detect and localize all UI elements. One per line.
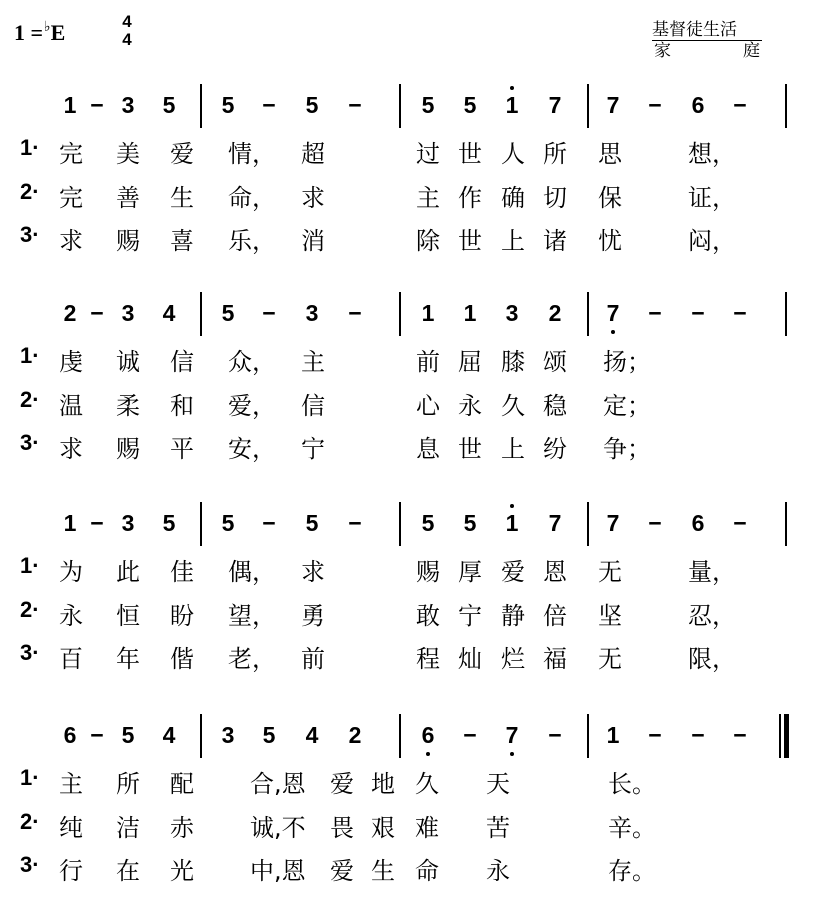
extension-dash: − xyxy=(348,92,362,118)
note: 1 xyxy=(606,722,620,748)
lyric-syllable: 安， xyxy=(228,435,276,463)
lyric-syllable: 中,恩 xyxy=(250,857,306,885)
key-prefix: 1 = xyxy=(14,20,44,45)
extension-dash: − xyxy=(648,300,662,326)
lyric-syllable: 主 xyxy=(301,348,325,376)
barline xyxy=(587,84,589,128)
lyric-syllable: 主 xyxy=(59,770,83,798)
note: 2 xyxy=(548,300,562,326)
lyric-syllable: 爱 xyxy=(501,558,525,586)
lyric-syllable: 保 xyxy=(598,184,622,212)
lyric-syllable: 偶， xyxy=(228,558,276,586)
lyric-syllable: 坚 xyxy=(598,602,622,630)
note: 3 xyxy=(121,510,135,536)
note: 6 xyxy=(63,722,77,748)
note: 5 xyxy=(305,510,319,536)
lyric-syllable: 长。 xyxy=(608,770,656,798)
lyric-syllable: 苦 xyxy=(486,814,510,842)
note: 5 xyxy=(162,92,176,118)
lyric-syllable: 程 xyxy=(416,645,440,673)
barline xyxy=(399,292,401,336)
extension-dash: − xyxy=(648,92,662,118)
lyric-syllable: 恩 xyxy=(543,558,567,586)
barline xyxy=(785,502,787,546)
lyric-syllable: 思 xyxy=(598,140,622,168)
lyric-syllable: 世 xyxy=(458,227,482,255)
lyric-syllable: 盼 xyxy=(170,602,194,630)
verse-number: 2· xyxy=(20,179,40,204)
note: 7 xyxy=(548,92,562,118)
verse-number: 2· xyxy=(20,809,40,834)
barline xyxy=(399,502,401,546)
lyric-syllable: 赐 xyxy=(116,227,140,255)
lyric-syllable: 信 xyxy=(170,348,194,376)
barline xyxy=(785,84,787,128)
note: 5 xyxy=(162,510,176,536)
lyric-syllable: 敢 xyxy=(416,602,440,630)
note: 5 xyxy=(121,722,135,748)
lyric-syllable: 忧 xyxy=(598,227,622,255)
note: 5 xyxy=(221,300,235,326)
extension-dash: − xyxy=(733,510,747,536)
note: 4 xyxy=(162,300,176,326)
credit-line-1: 基督徒生活 xyxy=(652,20,762,41)
extension-dash: − xyxy=(691,722,705,748)
lyric-syllable: 想， xyxy=(688,140,736,168)
lyric-syllable: 上 xyxy=(501,227,525,255)
lyric-syllable: 确 xyxy=(501,184,525,212)
barline xyxy=(200,502,202,546)
lyric-syllable: 屈 xyxy=(458,348,482,376)
extension-dash: − xyxy=(90,300,104,326)
extension-dash: − xyxy=(733,92,747,118)
lyric-syllable: 天 xyxy=(486,770,510,798)
verse-number: 3· xyxy=(20,430,40,455)
note: 1 xyxy=(421,300,435,326)
lyric-syllable: 信 xyxy=(301,392,325,420)
note: 6 xyxy=(691,510,705,536)
lyric-syllable: 息 xyxy=(416,435,440,463)
lyric-syllable: 洁 xyxy=(116,814,140,842)
note: 5 xyxy=(305,92,319,118)
verse-number: 2· xyxy=(20,387,40,412)
lyric-syllable: 消 xyxy=(301,227,325,255)
barline xyxy=(587,714,589,758)
extension-dash: − xyxy=(691,300,705,326)
lyric-syllable: 世 xyxy=(458,140,482,168)
lyric-syllable: 诸 xyxy=(543,227,567,255)
final-barline-thin xyxy=(779,714,781,758)
lyric-syllable: 为 xyxy=(59,558,83,586)
lyric-syllable: 行 xyxy=(59,857,83,885)
lyric-syllable: 赐 xyxy=(416,558,440,586)
source-credit xyxy=(652,20,762,61)
lyric-syllable: 虔 xyxy=(59,348,83,376)
extension-dash: − xyxy=(262,300,276,326)
lyric-syllable: 纷 xyxy=(543,435,567,463)
barline xyxy=(587,292,589,336)
extension-dash: − xyxy=(262,92,276,118)
lyric-syllable: 诚,不 xyxy=(250,814,306,842)
note: 4 xyxy=(305,722,319,748)
lyric-syllable: 偕 xyxy=(170,645,194,673)
lyric-syllable: 百 xyxy=(59,645,83,673)
note: 4 xyxy=(162,722,176,748)
lyric-syllable: 完 xyxy=(59,184,83,212)
note: 5 xyxy=(221,92,235,118)
lyric-syllable: 难 xyxy=(415,814,439,842)
lyric-syllable: 美 xyxy=(116,140,140,168)
note: 1 xyxy=(463,300,477,326)
lyric-syllable: 久 xyxy=(501,392,525,420)
note: 5 xyxy=(262,722,276,748)
credit-line-2-a: 家 xyxy=(654,41,671,61)
lyric-syllable: 喜 xyxy=(170,227,194,255)
lyric-syllable: 膝 xyxy=(501,348,525,376)
lyric-syllable: 作 xyxy=(458,184,482,212)
lyric-syllable: 前 xyxy=(301,645,325,673)
lyric-syllable: 稳 xyxy=(543,392,567,420)
note: 5 xyxy=(463,510,477,536)
note: 1 xyxy=(505,92,519,118)
lyric-syllable: 爱， xyxy=(228,392,276,420)
lyric-syllable: 扬； xyxy=(603,348,651,376)
barline xyxy=(399,714,401,758)
barline xyxy=(587,502,589,546)
lyric-syllable: 争； xyxy=(603,435,651,463)
verse-number: 1· xyxy=(20,765,40,790)
flat-sign: ♭ xyxy=(44,20,51,35)
lyric-syllable: 久 xyxy=(415,770,439,798)
lyric-syllable: 限， xyxy=(688,645,736,673)
note: 3 xyxy=(121,92,135,118)
lyric-syllable: 赐 xyxy=(116,435,140,463)
verse-number: 1· xyxy=(20,553,40,578)
lyric-syllable: 主 xyxy=(416,184,440,212)
verse-number: 3· xyxy=(20,852,40,877)
note: 3 xyxy=(221,722,235,748)
lyric-syllable: 切 xyxy=(543,184,567,212)
lyric-syllable: 勇 xyxy=(301,602,325,630)
note: 5 xyxy=(421,92,435,118)
lyric-syllable: 宁 xyxy=(301,435,325,463)
key-letter: E xyxy=(50,20,66,45)
lyric-syllable: 畏 xyxy=(330,814,354,842)
lyric-syllable: 上 xyxy=(501,435,525,463)
lyric-syllable: 乐， xyxy=(228,227,276,255)
lyric-syllable: 恒 xyxy=(116,602,140,630)
lyric-syllable: 超 xyxy=(301,140,325,168)
lyric-syllable: 量， xyxy=(688,558,736,586)
lyric-syllable: 在 xyxy=(116,857,140,885)
barline xyxy=(200,84,202,128)
time-bottom: 4 xyxy=(122,30,132,49)
lyric-syllable: 心 xyxy=(416,392,440,420)
lyric-syllable: 所 xyxy=(543,140,567,168)
lyric-syllable: 静 xyxy=(501,602,525,630)
lyric-syllable: 望， xyxy=(228,602,276,630)
lyric-syllable: 纯 xyxy=(59,814,83,842)
note: 7 xyxy=(606,92,620,118)
lyric-syllable: 合,恩 xyxy=(250,770,306,798)
lyric-syllable: 情， xyxy=(228,140,276,168)
lyric-syllable: 柔 xyxy=(116,392,140,420)
lyric-syllable: 永 xyxy=(59,602,83,630)
lyric-syllable: 艰 xyxy=(371,814,395,842)
extension-dash: − xyxy=(90,722,104,748)
verse-number: 1· xyxy=(20,135,40,160)
lyric-syllable: 命， xyxy=(228,184,276,212)
verse-number: 2· xyxy=(20,597,40,622)
lyric-syllable: 辛。 xyxy=(608,814,656,842)
credit-line-2 xyxy=(652,41,762,61)
note: 2 xyxy=(348,722,362,748)
verse-number: 1· xyxy=(20,343,40,368)
lyric-syllable: 求 xyxy=(59,227,83,255)
lyric-syllable: 求 xyxy=(59,435,83,463)
lyric-syllable: 忍， xyxy=(688,602,736,630)
lyric-syllable: 倍 xyxy=(543,602,567,630)
lyric-syllable: 宁 xyxy=(458,602,482,630)
lyric-syllable: 完 xyxy=(59,140,83,168)
note: 2 xyxy=(63,300,77,326)
lyric-syllable: 平 xyxy=(170,435,194,463)
lyric-syllable: 前 xyxy=(416,348,440,376)
extension-dash: − xyxy=(348,300,362,326)
lyric-syllable: 除 xyxy=(416,227,440,255)
note: 5 xyxy=(463,92,477,118)
lyric-syllable: 生 xyxy=(371,857,395,885)
lyric-syllable: 温 xyxy=(59,392,83,420)
extension-dash: − xyxy=(348,510,362,536)
high-octave-dot xyxy=(510,86,514,90)
lyric-syllable: 众， xyxy=(228,348,276,376)
lyric-syllable: 光 xyxy=(170,857,194,885)
extension-dash: − xyxy=(733,722,747,748)
note: 7 xyxy=(606,510,620,536)
lyric-syllable: 烂 xyxy=(501,645,525,673)
extension-dash: − xyxy=(648,722,662,748)
final-barline-thick xyxy=(784,714,789,758)
lyric-syllable: 此 xyxy=(116,558,140,586)
note: 3 xyxy=(305,300,319,326)
note: 3 xyxy=(505,300,519,326)
low-octave-dot xyxy=(611,330,615,334)
lyric-syllable: 和 xyxy=(170,392,194,420)
lyric-syllable: 求 xyxy=(301,558,325,586)
lyric-syllable: 证， xyxy=(688,184,736,212)
lyric-syllable: 地 xyxy=(371,770,395,798)
lyric-syllable: 世 xyxy=(458,435,482,463)
lyric-syllable: 无 xyxy=(598,645,622,673)
verse-number: 3· xyxy=(20,640,40,665)
lyric-syllable: 无 xyxy=(598,558,622,586)
lyric-syllable: 求 xyxy=(301,184,325,212)
extension-dash: − xyxy=(90,510,104,536)
lyric-syllable: 定； xyxy=(603,392,651,420)
extension-dash: − xyxy=(463,722,477,748)
lyric-syllable: 永 xyxy=(458,392,482,420)
extension-dash: − xyxy=(648,510,662,536)
lyric-syllable: 存。 xyxy=(608,857,656,885)
barline xyxy=(399,84,401,128)
note: 5 xyxy=(221,510,235,536)
lyric-syllable: 灿 xyxy=(458,645,482,673)
note: 7 xyxy=(505,722,519,748)
lyric-syllable: 爱 xyxy=(330,857,354,885)
lyric-syllable: 诚 xyxy=(116,348,140,376)
time-top: 4 xyxy=(122,12,132,31)
lyric-syllable: 年 xyxy=(116,645,140,673)
lyric-syllable: 配 xyxy=(170,770,194,798)
note: 7 xyxy=(548,510,562,536)
lyric-syllable: 赤 xyxy=(170,814,194,842)
note: 6 xyxy=(421,722,435,748)
lyric-syllable: 永 xyxy=(486,857,510,885)
high-octave-dot xyxy=(510,504,514,508)
credit-line-2-b: 庭 xyxy=(743,41,760,61)
note: 1 xyxy=(505,510,519,536)
note: 7 xyxy=(606,300,620,326)
lyric-syllable: 命 xyxy=(415,857,439,885)
extension-dash: − xyxy=(733,300,747,326)
lyric-syllable: 佳 xyxy=(170,558,194,586)
lyric-syllable: 生 xyxy=(170,184,194,212)
lyric-syllable: 人 xyxy=(501,140,525,168)
lyric-syllable: 所 xyxy=(116,770,140,798)
barline xyxy=(200,292,202,336)
barline xyxy=(200,714,202,758)
lyric-syllable: 爱 xyxy=(330,770,354,798)
lyric-syllable: 善 xyxy=(116,184,140,212)
note: 5 xyxy=(421,510,435,536)
extension-dash: − xyxy=(548,722,562,748)
note: 6 xyxy=(691,92,705,118)
lyric-syllable: 厚 xyxy=(458,558,482,586)
low-octave-dot xyxy=(426,752,430,756)
lyric-syllable: 福 xyxy=(543,645,567,673)
lyric-syllable: 爱 xyxy=(170,140,194,168)
extension-dash: − xyxy=(262,510,276,536)
lyric-syllable: 过 xyxy=(416,140,440,168)
note: 3 xyxy=(121,300,135,326)
key-signature xyxy=(14,20,65,46)
barline xyxy=(785,292,787,336)
lyric-syllable: 老， xyxy=(228,645,276,673)
lyric-syllable: 闷， xyxy=(688,227,736,255)
note: 1 xyxy=(63,92,77,118)
time-signature xyxy=(119,13,135,49)
low-octave-dot xyxy=(510,752,514,756)
extension-dash: − xyxy=(90,92,104,118)
lyric-syllable: 颂 xyxy=(543,348,567,376)
note: 1 xyxy=(63,510,77,536)
verse-number: 3· xyxy=(20,222,40,247)
